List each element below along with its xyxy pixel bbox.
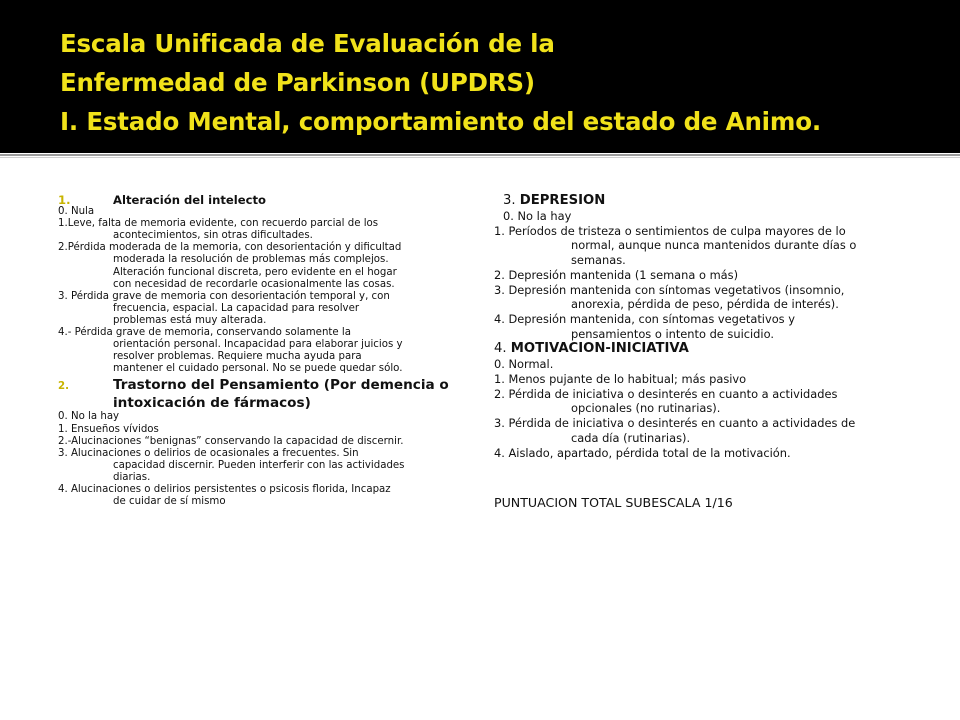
- left-column: [58, 194, 470, 508]
- s3-item-4: 4. Depresión mantenida, con síntomas vegetativos y: [494, 311, 795, 326]
- section-2-title-b: intoxicación de fármacos): [113, 395, 311, 412]
- section-3-number: 3.: [503, 193, 516, 208]
- total-score-label: PUNTUACION TOTAL SUBESCALA 1/16: [494, 495, 733, 511]
- s4-item-3-cont: cada día (rutinarias).: [571, 430, 691, 445]
- s1-item-4-cont-b: resolver problemas. Requiere mucha ayuda para: [113, 351, 362, 363]
- section-1-heading: [58, 194, 470, 206]
- title-bar: [0, 0, 960, 153]
- s1-item-4: 4.- Pérdida grave de memoria, conservando solamente la: [58, 327, 351, 339]
- s3-item-4-cont: pensamientos o intento de suicidio.: [571, 326, 774, 341]
- s2-item-3-cont-a: capacidad discernir. Pueden interferir con las actividades: [113, 459, 405, 471]
- s1-item-3-cont-a: frecuencia, espacial. La capacidad para resolver: [113, 302, 360, 314]
- s2-item-1: 1. Ensueños vívidos: [58, 423, 159, 435]
- s2-item-3: 3. Alucinaciones o delirios de ocasionales a frecuentes. Sin: [58, 447, 359, 459]
- slide-title-line-2: Enfermedad de Parkinson (UPDRS): [60, 68, 535, 97]
- s1-item-1: 1.Leve, falta de memoria evidente, con recuerdo parcial de los: [58, 218, 379, 230]
- s3-item-0: 0. No la hay: [503, 209, 572, 223]
- section-1-number: 1.: [58, 193, 71, 207]
- s4-item-2-cont: opcionales (no rutinarias).: [571, 401, 721, 416]
- slide-title-line-1: Escala Unificada de Evaluación de la: [60, 29, 555, 58]
- title-divider: [0, 154, 960, 156]
- right-column: [494, 193, 914, 511]
- section-3-title: DEPRESION: [519, 193, 606, 208]
- section-2-number: 2.: [58, 381, 69, 393]
- s3-item-2: 2. Depresión mantenida (1 semana o más): [494, 267, 739, 282]
- s1-item-4-cont-c: mantener el cuidado personal. No se puede quedar sólo.: [113, 363, 403, 375]
- s3-item-3-cont: anorexia, pérdida de peso, pérdida de interés).: [571, 297, 839, 312]
- s4-item-3: 3. Pérdida de iniciativa o desinterés en cuanto a actividades de: [494, 416, 856, 431]
- s1-item-0: 0. Nula: [58, 206, 95, 218]
- section-4-heading: [494, 341, 914, 357]
- s2-item-2: 2.-Alucinaciones “benignas” conservando la capacidad de discernir.: [58, 435, 404, 447]
- s1-item-2-cont-b: Alteración funcional discreta, pero evidente en el hogar: [113, 266, 397, 278]
- s1-item-3: 3. Pérdida grave de memoria con desorientación temporal y, con: [58, 290, 390, 302]
- s4-item-4: 4. Aislado, apartado, pérdida total de la motivación.: [494, 445, 791, 460]
- section-4-title: MOTIVACION-INICIATIVA: [510, 341, 689, 357]
- section-4-number: 4.: [494, 341, 507, 357]
- s1-item-4-cont-a: orientación personal. Incapacidad para elaborar juicios y: [113, 339, 403, 351]
- s1-item-2: 2.Pérdida moderada de la memoria, con desorientación y dificultad: [58, 242, 402, 254]
- title-divider-thin: [0, 157, 960, 158]
- s1-item-2-cont-a: moderada la resolución de problemas más complejos.: [113, 254, 389, 266]
- s2-item-3-cont-b: diarias.: [113, 471, 151, 483]
- s3-item-3: 3. Depresión mantenida con síntomas vegetativos (insomnio,: [494, 282, 845, 297]
- s2-item-4-cont: de cuidar de sí mismo: [113, 496, 226, 508]
- s2-item-0: 0. No la hay: [58, 411, 120, 423]
- s3-item-1-cont-a: normal, aunque nunca mantenidos durante días o: [571, 238, 857, 253]
- s3-item-1-cont-b: semanas.: [571, 253, 626, 268]
- slide-title-line-3: I. Estado Mental, comportamiento del estado de Animo.: [60, 107, 821, 136]
- section-3-heading: [494, 193, 914, 209]
- s1-item-2-cont-c: con necesidad de recordarle ocasionalmente las cosas.: [113, 278, 395, 290]
- s4-item-2: 2. Pérdida de iniciativa o desinterés en cuanto a actividades: [494, 386, 838, 401]
- s2-item-4: 4. Alucinaciones o delirios persistentes o psicosis florida, Incapaz: [58, 483, 391, 495]
- s1-item-1-cont: acontecimientos, sin otras dificultades.: [113, 230, 313, 242]
- section-2-title-a: Trastorno del Pensamiento (Por demencia o: [113, 377, 449, 394]
- section-1-title: Alteración del intelecto: [113, 193, 267, 207]
- section-2-heading: [58, 377, 470, 395]
- s1-item-3-cont-b: problemas está muy alterada.: [113, 314, 267, 326]
- s4-item-0: 0. Normal.: [494, 357, 554, 372]
- s4-item-1: 1. Menos pujante de lo habitual; más pasivo: [494, 372, 747, 387]
- s3-item-1: 1. Períodos de tristeza o sentimientos de culpa mayores de lo: [494, 223, 846, 238]
